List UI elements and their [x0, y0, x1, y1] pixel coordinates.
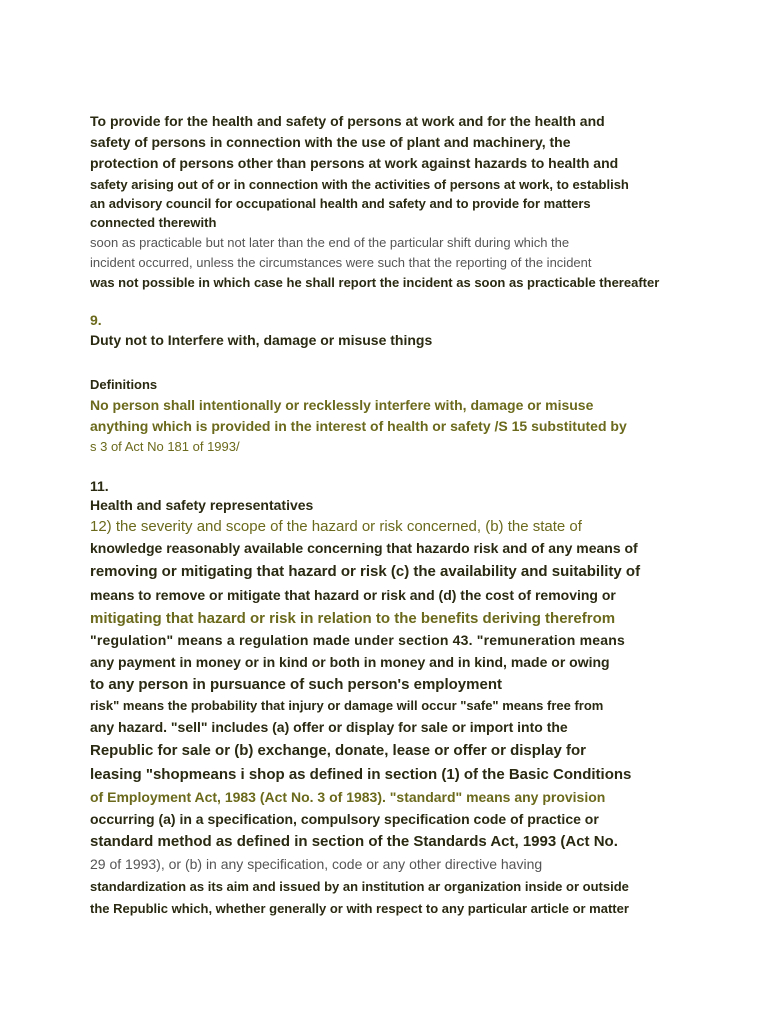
body-line-13: of Employment Act, 1983 (Act No. 3 of 1983). "standard" means any provision [90, 789, 606, 805]
definition-line-3: s 3 of Act No 181 of 1993/ [90, 439, 240, 454]
body-line-4: means to remove or mitigate that hazard or risk and (d) the cost of removing or [90, 587, 616, 603]
body-line-10: any hazard. "sell" includes (a) offer or display for sale or import into the [90, 719, 568, 735]
body-line-8: to any person in pursuance of such person's employment [90, 676, 502, 693]
text-line-3: was not possible in which case he shall report the incident as soon as practicable thereafter [90, 275, 660, 290]
title-line-4: safety arising out of or in connection with the activities of persons at work, to establish [90, 177, 629, 192]
section-heading-11: Health and safety representatives [90, 497, 314, 513]
section-number-9: 9. [90, 312, 102, 328]
body-line-1: 12) the severity and scope of the hazard or risk concerned, (b) the state of [90, 518, 582, 535]
body-line-12: leasing "shopmeans i shop as defined in section (1) of the Basic Conditions [90, 766, 632, 783]
title-line-3: protection of persons other than persons at work against hazards to health and [90, 155, 619, 171]
title-line-6: connected therewith [90, 215, 217, 230]
body-line-9: risk" means the probability that injury or damage will occur "safe" means free from [90, 698, 604, 713]
title-line-1: To provide for the health and safety of persons at work and for the health and [90, 113, 605, 129]
definition-line-2: anything which is provided in the interest of health or safety /S 15 substituted by [90, 418, 627, 434]
body-line-3: removing or mitigating that hazard or risk (c) the availability and suitability of [90, 563, 641, 580]
title-line-2: safety of persons in connection with the use of plant and machinery, the [90, 134, 571, 150]
body-line-5: mitigating that hazard or risk in relation to the benefits deriving therefrom [90, 610, 616, 627]
definition-line-1: No person shall intentionally or recklessly interfere with, damage or misuse [90, 397, 594, 413]
body-line-18: the Republic which, whether generally or with respect to any particular article or matter [90, 901, 629, 916]
body-line-17: standardization as its aim and issued by an institution ar organization inside or outside [90, 879, 629, 894]
section-number-11: 11. [90, 478, 109, 494]
definitions-heading: Definitions [90, 377, 158, 392]
text-line-2: incident occurred, unless the circumstances were such that the reporting of the incident [90, 255, 592, 270]
body-line-16: 29 of 1993), or (b) in any specification, code or any other directive having [90, 856, 543, 872]
body-line-11: Republic for sale or (b) exchange, donate, lease or offer or display for [90, 742, 586, 759]
text-line-1: soon as practicable but not later than the end of the particular shift during which the [90, 235, 570, 250]
body-line-7: any payment in money or in kind or both in money and in kind, made or owing [90, 654, 610, 670]
body-line-6: "regulation" means a regulation made under section 43. "remuneration means [90, 632, 625, 648]
body-line-15: standard method as defined in section of the Standards Act, 1993 (Act No. [90, 833, 618, 850]
body-line-2: knowledge reasonably available concerning that hazardo risk and of any means of [90, 540, 638, 556]
section-heading-9: Duty not to Interfere with, damage or misuse things [90, 332, 433, 348]
body-line-14: occurring (a) in a specification, compulsory specification code of practice or [90, 811, 599, 827]
title-line-5: an advisory council for occupational health and safety and to provide for matters [90, 196, 591, 211]
